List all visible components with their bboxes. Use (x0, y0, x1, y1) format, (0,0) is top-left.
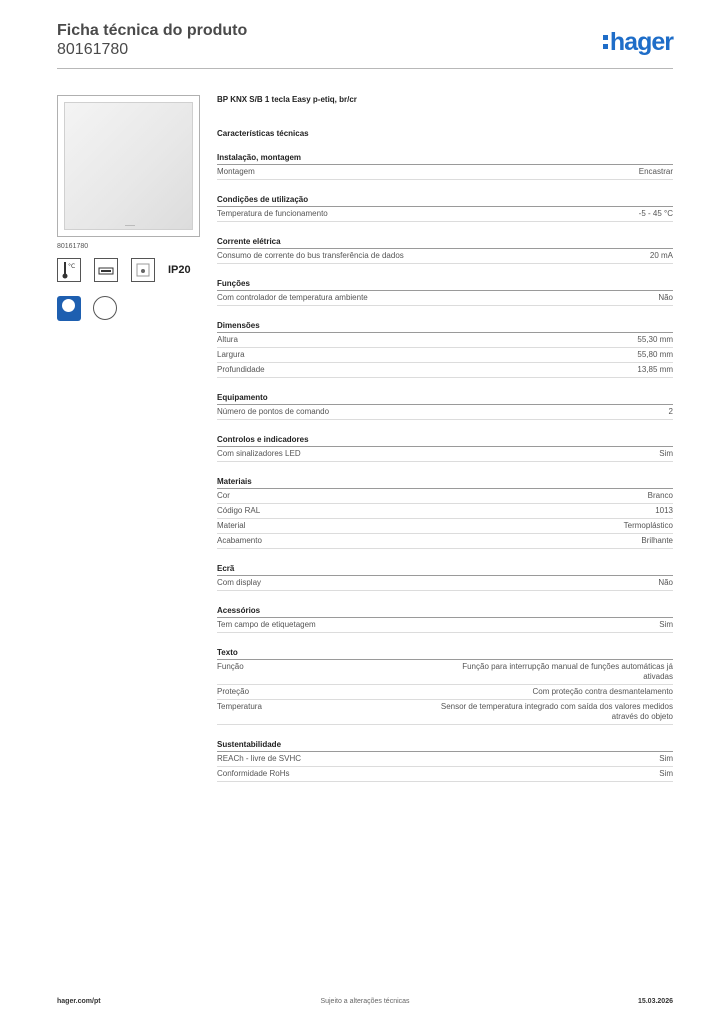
section-heading: Acessórios (217, 606, 673, 618)
spec-value: 1013 (655, 506, 673, 515)
document-title: Ficha técnica do produto (57, 22, 248, 39)
section-heading: Corrente elétrica (217, 237, 673, 249)
spec-label: Temperatura de funcionamento (217, 209, 328, 218)
spec-label: Proteção (217, 687, 250, 696)
spec-row (217, 534, 673, 549)
spec-row (217, 207, 673, 222)
section-heading: Ecrã (217, 564, 673, 576)
logo-text: hager (609, 28, 673, 56)
spec-label: Montagem (217, 167, 255, 176)
section-heading: Instalação, montagem (217, 153, 673, 165)
section-heading: Funções (217, 279, 673, 291)
spec-label: REACh - livre de SVHC (217, 754, 302, 763)
spec-value: 13,85 mm (637, 365, 673, 374)
section-heading: Sustentabilidade (217, 740, 673, 752)
spec-row (217, 405, 673, 420)
knx-device-icon (94, 258, 118, 282)
spec-row (217, 348, 673, 363)
specifications-column (217, 95, 673, 782)
footer-website-link[interactable]: hager.com/pt (57, 998, 101, 1005)
spec-row (217, 363, 673, 378)
section-heading: Materiais (217, 477, 673, 489)
image-caption: 80161780 (57, 243, 89, 250)
section-heading: Condições de utilização (217, 195, 673, 207)
svg-text:°C: °C (68, 263, 76, 270)
footer-date: 15.03.2026 (637, 998, 673, 1005)
hager-logo[interactable] (603, 28, 673, 57)
sensor-icon (131, 258, 155, 282)
spec-section (217, 321, 673, 378)
push-button-plate (64, 102, 193, 230)
spec-section (217, 564, 673, 591)
spec-value: 20 mA (649, 251, 673, 260)
certification-icons-row (57, 258, 207, 282)
spec-row (217, 447, 673, 462)
spec-value: Branco (647, 491, 673, 500)
spec-label: Consumo de corrente do bus transferência de dados (217, 251, 404, 260)
spec-row (217, 767, 673, 782)
spec-value: Sensor de temperatura integrado com saída dos valores medidos através do objeto (440, 702, 673, 721)
spec-row (217, 700, 673, 725)
thermometer-celsius-icon (57, 258, 81, 282)
spec-label: Número de pontos de comando (217, 407, 330, 416)
spec-label: Largura (217, 350, 245, 359)
product-image (57, 95, 200, 237)
spec-value: Sim (659, 769, 673, 778)
spec-value: 2 (668, 407, 673, 416)
spec-value: Sim (659, 754, 673, 763)
spec-row (217, 291, 673, 306)
spec-label: Material (217, 521, 246, 530)
spec-value: Função para interrupção manual de funções automáticas já ativadas (462, 662, 673, 681)
spec-value: Termoplástico (623, 521, 673, 530)
spec-row (217, 489, 673, 504)
spec-value: -5 - 45 °C (638, 209, 673, 218)
ip20-badge: IP20 (168, 264, 191, 276)
section-heading: Equipamento (217, 393, 673, 405)
spec-label: Conformidade RoHs (217, 769, 290, 778)
spec-label: Profundidade (217, 365, 265, 374)
spec-label: Altura (217, 335, 238, 344)
spec-section (217, 740, 673, 782)
spec-value: Brilhante (641, 536, 673, 545)
spec-value: 55,30 mm (637, 335, 673, 344)
logo-colon-icon (603, 31, 608, 51)
spec-label: Com sinalizadores LED (217, 449, 301, 458)
product-name: BP KNX S/B 1 tecla Easy p-etiq, br/cr (217, 95, 357, 104)
rotation-icon (93, 296, 117, 320)
spec-row (217, 249, 673, 264)
spec-value: Sim (659, 449, 673, 458)
spec-section (217, 435, 673, 462)
technical-characteristics-heading: Características técnicas (217, 129, 309, 138)
section-heading: Texto (217, 648, 673, 660)
spec-row (217, 504, 673, 519)
spec-row (217, 752, 673, 767)
spec-section (217, 648, 673, 725)
spec-section (217, 606, 673, 633)
section-heading: Dimensões (217, 321, 673, 333)
spec-label: Tem campo de etiquetagem (217, 620, 316, 629)
spec-section (217, 237, 673, 264)
spec-value: Encastrar (638, 167, 673, 176)
spec-row (217, 576, 673, 591)
spec-label: Código RAL (217, 506, 261, 515)
spec-row (217, 618, 673, 633)
spec-value: Com proteção contra desmantelamento (532, 687, 673, 696)
section-heading: Controlos e indicadores (217, 435, 673, 447)
product-media-column (57, 95, 207, 321)
spec-label: Cor (217, 491, 230, 500)
spec-value: Não (658, 293, 673, 302)
spec-row (217, 519, 673, 534)
spec-sections (217, 153, 673, 782)
product-code: 80161780 (57, 41, 129, 58)
spec-section (217, 393, 673, 420)
spec-label: Acabamento (217, 536, 262, 545)
spec-value: Não (658, 578, 673, 587)
header-divider (57, 68, 673, 69)
spec-row (217, 333, 673, 348)
environment-icons-row (57, 296, 207, 321)
spec-label: Temperatura (217, 702, 262, 711)
spec-section (217, 477, 673, 549)
spec-label: Com controlador de temperatura ambiente (217, 293, 368, 302)
footer-disclaimer: Sujeito a alterações técnicas (320, 998, 410, 1005)
spec-label: Função (217, 662, 244, 671)
spec-value: 55,80 mm (637, 350, 673, 359)
spec-row (217, 165, 673, 180)
spec-label: Com display (217, 578, 262, 587)
spec-section (217, 279, 673, 306)
spec-row (217, 685, 673, 700)
page-header (57, 20, 673, 70)
spec-value: Sim (659, 620, 673, 629)
spec-row (217, 660, 673, 685)
eco-label-icon (57, 296, 81, 321)
spec-section (217, 195, 673, 222)
spec-section (217, 153, 673, 180)
